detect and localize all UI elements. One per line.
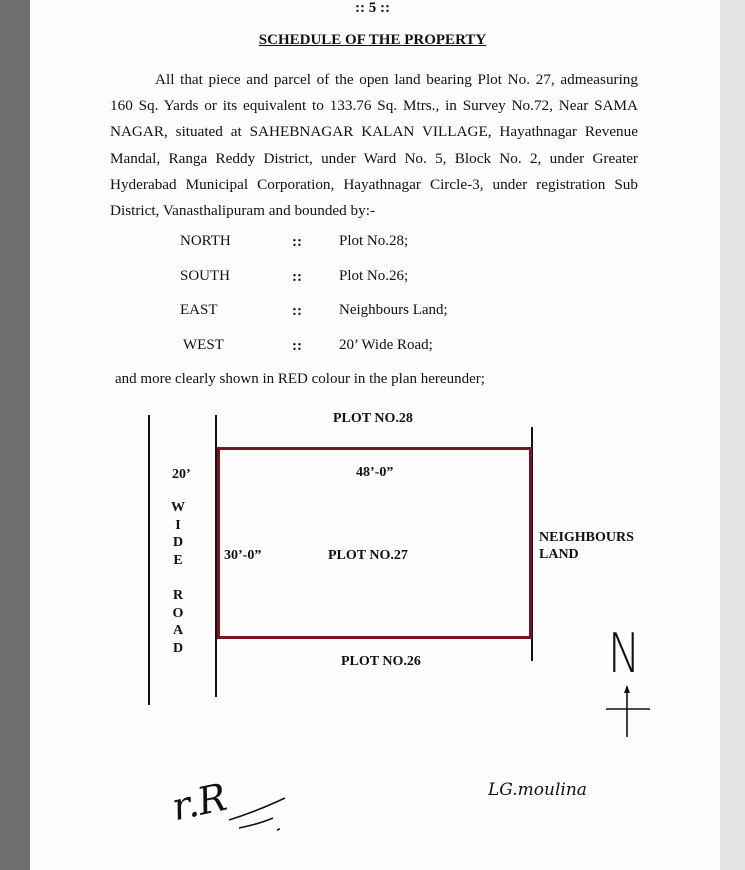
boundary-value: Neighbours Land;: [339, 302, 448, 318]
boundary-direction: EAST: [180, 302, 218, 318]
east-label-neighbours: NEIGHBOURS: [539, 530, 634, 545]
road-letter: E: [173, 552, 183, 568]
boundary-separator: ::: [292, 338, 302, 354]
plan-note: and more clearly shown in RED colour in the plan hereunder;: [115, 371, 485, 387]
description-text: All that piece and parcel of the open land bearing Plot No. 27, admeasuring 160 Sq. Yards or its equivalent to 133.76 Sq. Mtrs., in Survey No.72, Near SAMA NAGAR, situated at SAHEBNAGAR KALAN VILLAGE, Hayathnagar Revenue Mandal, Ranga Reddy District, under Ward No. 5, Block No. 2, under Greater Hyderabad Municipal Corporation, Hayathnagar Circle-3, under registration Sub District, Vanasthalipuram and bounded by:-: [110, 71, 638, 220]
road-letter: D: [172, 535, 184, 551]
left-signature: r.R: [168, 774, 231, 830]
north-plot-label: PLOT NO.28: [333, 411, 413, 426]
compass-north-letter: N: [608, 622, 641, 685]
boundary-value: Plot No.26;: [339, 268, 409, 284]
left-signature-flourish: [225, 790, 295, 835]
page-edge: [720, 0, 745, 870]
road-letter: D: [172, 640, 184, 656]
boundary-direction: WEST: [183, 337, 224, 353]
length-dimension: 48’-0”: [356, 465, 394, 480]
east-label-land: LAND: [539, 547, 579, 562]
boundary-separator: ::: [292, 303, 302, 319]
south-plot-label: PLOT NO.26: [341, 654, 421, 669]
road-vertical-label: [170, 499, 186, 657]
property-description: [110, 67, 638, 224]
page-title: SCHEDULE OF THE PROPERTY: [258, 32, 487, 48]
north-arrow-icon: [600, 685, 656, 740]
boundary-direction: NORTH: [180, 233, 231, 249]
road-letter: O: [172, 605, 184, 621]
plot-27-label: PLOT NO.27: [328, 548, 408, 563]
boundary-separator: ::: [292, 269, 302, 285]
boundary-separator: ::: [292, 234, 302, 250]
road-letter-gap: [170, 569, 186, 587]
road-width-label: 20’: [172, 467, 191, 482]
right-signature: LG.moulina: [488, 780, 587, 800]
width-dimension: 30’-0”: [224, 548, 262, 563]
road-letter: R: [172, 587, 184, 603]
road-letter: I: [175, 517, 181, 533]
boundary-direction: SOUTH: [180, 268, 231, 284]
boundary-value: Plot No.28;: [339, 233, 409, 249]
page-number: :: 5 ::: [355, 0, 390, 16]
road-outer-line: [148, 415, 150, 705]
boundary-value: 20’ Wide Road;: [339, 337, 433, 353]
road-letter: A: [172, 623, 184, 639]
road-letter: W: [171, 500, 185, 515]
